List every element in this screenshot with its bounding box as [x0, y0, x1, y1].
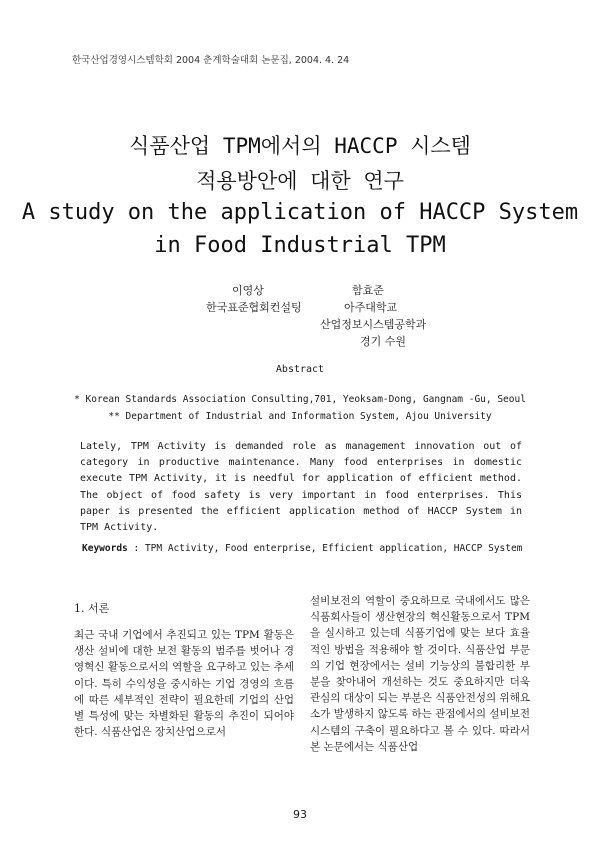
author2-affiliation-3: 경기 수원	[360, 335, 407, 348]
section-heading-introduction: 1. 서론	[74, 602, 110, 615]
keywords-label: Keywords	[82, 543, 128, 554]
title-korean-line1: 식품산업 TPM에서의 HACCP 시스템	[129, 134, 471, 158]
author1-name: 이영상	[232, 284, 264, 297]
title-korean-line2: 적용방안에 대한 연구	[196, 169, 404, 193]
journal-header: 한국산업경영시스템학회 2004 춘계학술대회 논문집, 2004. 4. 24	[72, 55, 350, 66]
title-english-line2: in Food Industrial TPM	[154, 233, 446, 258]
author2-affiliation-1: 아주대학교	[344, 301, 398, 314]
author2-name: 함효준	[352, 284, 384, 297]
affiliation-en-2: ** Department of Industrial and Information System, Ajou University	[108, 411, 492, 422]
body-left-column: 최근 국내 기업에서 추진되고 있는 TPM 활동은 생산 설비에 대한 보전 활동의 범주를 벗어나 경영혁신 활동으로서의 역할을 요구하고 있는 추세이다. 특히 수익성을 중시하는 기업 경영의 흐름에 따른 세부적인 전략이 필요한데 기업의 산업별 특성에 맞는 차별화된 활동의 추진이 되어야 한다. 식품산업은 장치산업으로서	[74, 629, 294, 739]
author1-affiliation: 한국표준협회컨설팅	[206, 301, 302, 314]
abstract-heading: Abstract	[275, 364, 325, 375]
title-english-line1: A study on the application of HACCP System	[21, 200, 579, 225]
affiliation-en-1: * Korean Standards Association Consulting,701, Yeoksam-Dong, Gangnam -Gu, Seoul	[74, 394, 526, 405]
abstract-body: Lately, TPM Activity is demanded role as management innovation out of category in productive maintenance. Many food enterprises in domestic execute TPM Activity, it is needful for application of efficient method. The object of food safety is very important in food enterprises. This paper is presented the efficient application method of HACCP System in TPM Activity.	[80, 441, 522, 534]
author2-affiliation-2: 산업정보시스템공학과	[320, 318, 427, 331]
page-number: 93	[293, 808, 307, 821]
keywords-text: : TPM Activity, Food enterprise, Efficient application, HACCP System	[133, 543, 523, 554]
body-right-column: 설비보전의 역할이 중요하므로 국내에서도 많은 식품회사들이 생산현장의 혁신활동으로서 TPM을 실시하고 있는데 식품기업에 맞는 보다 효율적인 방법을 적용해야 할 것이다. 식품산업 부문의 기업 현장에서는 설비 기능상의 불합리한 부분을 찾아내어 개선하는 것도 중요하지만 더욱 관심의 대상이 되는 부분은 식품안전성의 위해요소가 발생하지 않도록 하는 관점에서의 설비보전 시스템의 구축이 필요하다고 볼 수 있다. 따라서 본 논문에서는 식품산업	[310, 595, 530, 753]
keywords	[82, 543, 522, 554]
